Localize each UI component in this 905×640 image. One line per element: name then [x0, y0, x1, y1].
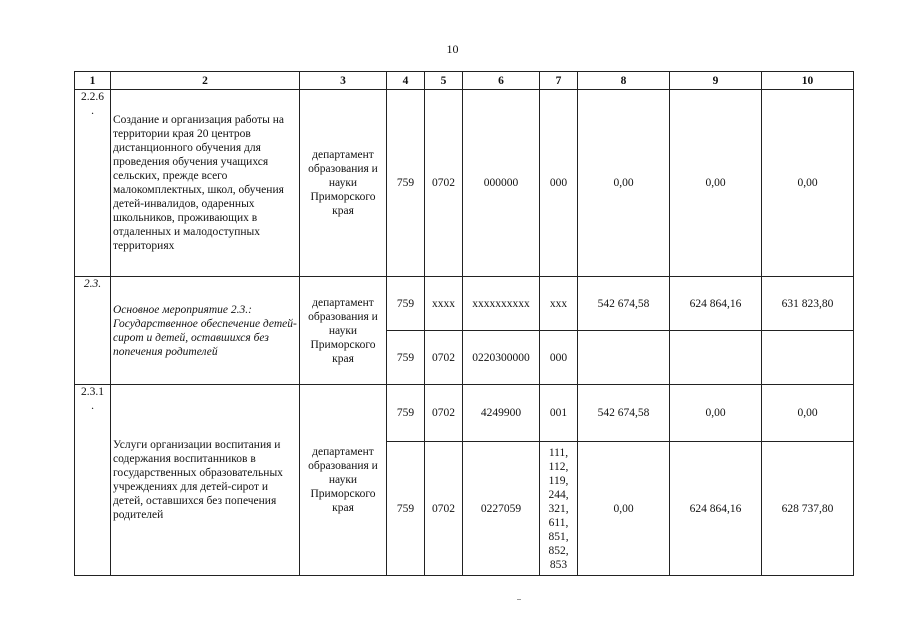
cell-grbs: 759: [387, 385, 425, 442]
cell-expense-type: 000: [540, 90, 578, 277]
program-table: [74, 71, 854, 576]
cell-amount-col9: 624 864,16: [670, 442, 762, 576]
measure-name: Основное мероприятие 2.3.: Государственное обеспечение детей-сирот и детей, оставшихся без попечения родителей: [111, 277, 300, 385]
row-number-suffix: .: [91, 400, 94, 412]
expense-code: 851,: [548, 530, 569, 543]
cell-target-item: xxxxxxxxxx: [463, 277, 540, 331]
expense-code: 321,: [548, 502, 569, 515]
column-header: 6: [463, 72, 540, 90]
measure-name: Услуги организации воспитания и содержания воспитанников в государственных образовательных учреждениях для детей-сирот и детей, оставшихся без попечения родителей: [111, 385, 300, 576]
cell-expense-type-list: [540, 442, 578, 576]
row-number-text: 2.3.: [83, 278, 102, 290]
scan-mark: [517, 599, 521, 600]
column-header: 3: [300, 72, 387, 90]
cell-amount-col9: 624 864,16: [670, 277, 762, 331]
column-header: 5: [425, 72, 463, 90]
row-number: [75, 277, 111, 385]
expense-code: 112,: [548, 460, 569, 473]
cell-section: 0702: [425, 331, 463, 385]
cell-amount-col8: 0,00: [578, 442, 670, 576]
expense-code: 119,: [548, 474, 569, 487]
cell-amount-col8: [578, 331, 670, 385]
cell-section: 0702: [425, 90, 463, 277]
executor: департамент образования и науки Приморского края: [300, 90, 387, 277]
table-row: [75, 277, 854, 331]
cell-amount-col9: 0,00: [670, 90, 762, 277]
expense-code: 611,: [548, 516, 569, 529]
cell-amount-col9: [670, 331, 762, 385]
expense-code: 244,: [548, 488, 569, 501]
cell-section: xxxx: [425, 277, 463, 331]
cell-grbs: 759: [387, 90, 425, 277]
row-number-text: 2.2.6: [81, 91, 104, 103]
cell-amount-col10: [762, 331, 854, 385]
column-header: 2: [111, 72, 300, 90]
measure-name: Создание и организация работы на территории края 20 центров дистанционного обучения для проведения обучения учащихся сельских, прежде всего малокомплектных, школ, обучения детей-инвалидов, одаренных школьников, проживающих в отдаленных и малодоступных территориях: [111, 90, 300, 277]
column-header: 9: [670, 72, 762, 90]
table-row: [75, 90, 854, 277]
cell-grbs: 759: [387, 277, 425, 331]
cell-grbs: 759: [387, 442, 425, 576]
cell-expense-type: 001: [540, 385, 578, 442]
cell-amount-col10: 631 823,80: [762, 277, 854, 331]
expense-code: 853: [549, 558, 568, 571]
cell-amount-col10: 628 737,80: [762, 442, 854, 576]
column-header: 1: [75, 72, 111, 90]
column-header: 7: [540, 72, 578, 90]
cell-expense-type: 000: [540, 331, 578, 385]
cell-amount-col10: 0,00: [762, 90, 854, 277]
row-number: [75, 385, 111, 576]
column-header: 4: [387, 72, 425, 90]
row-number: [75, 90, 111, 277]
cell-amount-col8: 542 674,58: [578, 277, 670, 331]
column-header: 8: [578, 72, 670, 90]
cell-section: 0702: [425, 385, 463, 442]
cell-expense-type: xxx: [540, 277, 578, 331]
cell-section: 0702: [425, 442, 463, 576]
cell-amount-col8: 542 674,58: [578, 385, 670, 442]
page-number: 10: [446, 42, 459, 56]
executor: департамент образования и науки Приморского края: [300, 277, 387, 385]
table-row: [75, 385, 854, 442]
cell-amount-col9: 0,00: [670, 385, 762, 442]
cell-target-item: 0220300000: [463, 331, 540, 385]
column-header: 10: [762, 72, 854, 90]
cell-amount-col8: 0,00: [578, 90, 670, 277]
table-header-row: [75, 72, 854, 90]
expense-code: 852,: [548, 544, 569, 557]
cell-target-item: 000000: [463, 90, 540, 277]
cell-target-item: 4249900: [463, 385, 540, 442]
row-number-text: 2.3.1: [81, 386, 104, 398]
executor: департамент образования и науки Приморского края: [300, 385, 387, 576]
cell-amount-col10: 0,00: [762, 385, 854, 442]
cell-grbs: 759: [387, 331, 425, 385]
cell-target-item: 0227059: [463, 442, 540, 576]
expense-code: 111,: [548, 446, 569, 459]
row-number-suffix: .: [91, 105, 94, 117]
